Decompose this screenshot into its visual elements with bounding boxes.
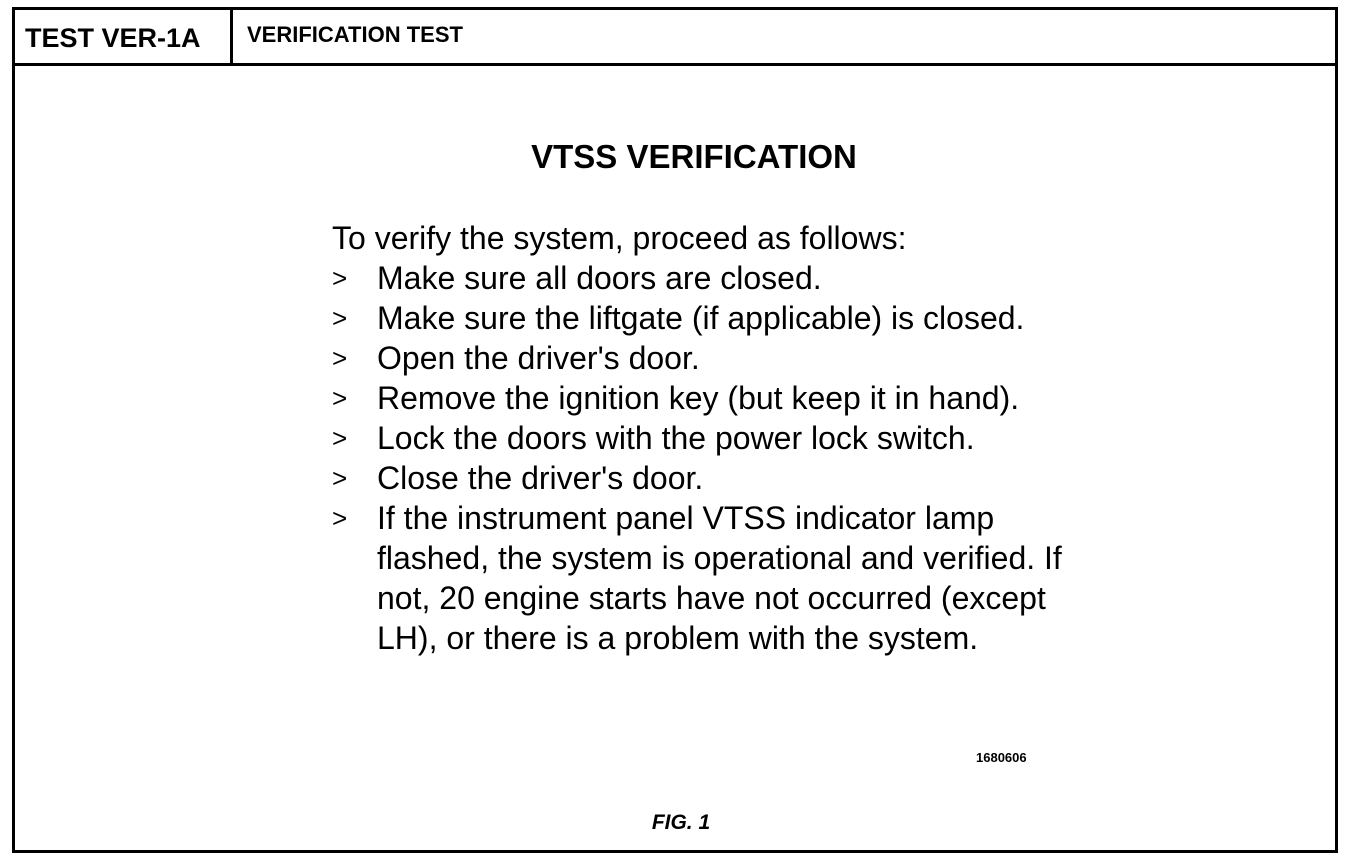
step-text: Open the driver's door. bbox=[377, 340, 700, 376]
procedure-step bbox=[332, 338, 1092, 378]
bullet-marker: > bbox=[332, 423, 348, 453]
bullet-marker: > bbox=[332, 503, 348, 533]
step-text: Close the driver's door. bbox=[377, 460, 704, 496]
figure-caption: FIG. 1 bbox=[651, 811, 711, 834]
procedure-step bbox=[332, 258, 1092, 298]
step-text: Make sure all doors are closed. bbox=[377, 260, 822, 296]
step-text: Remove the ignition key (but keep it in hand). bbox=[377, 380, 1020, 416]
figure-title: VTSS VERIFICATION bbox=[531, 138, 857, 175]
bullet-marker: > bbox=[332, 263, 348, 293]
bullet-marker: > bbox=[332, 463, 348, 493]
procedure-intro: To verify the system, proceed as follows: bbox=[332, 220, 907, 256]
bullet-marker: > bbox=[332, 303, 348, 333]
procedure-step bbox=[332, 298, 1092, 338]
procedure-step bbox=[332, 378, 1092, 418]
procedure-step bbox=[332, 498, 1092, 658]
procedure-step bbox=[332, 418, 1092, 458]
test-id: TEST VER-1A bbox=[15, 10, 233, 63]
step-text: Lock the doors with the power lock switch. bbox=[377, 420, 975, 456]
bullet-marker: > bbox=[332, 383, 348, 413]
bullet-marker: > bbox=[332, 343, 348, 373]
test-header bbox=[15, 10, 1335, 66]
step-text: If the instrument panel VTSS indicator lamp flashed, the system is operational and verified. If not, 20 engine starts have not occurred (except LH), or there is a problem with the system. bbox=[377, 500, 1062, 656]
procedure-content bbox=[332, 218, 1092, 658]
procedure-step bbox=[332, 458, 1092, 498]
step-text: Make sure the liftgate (if applicable) is closed. bbox=[377, 300, 1025, 336]
test-name: VERIFICATION TEST bbox=[247, 22, 463, 47]
figure-reference-number: 1680606 bbox=[976, 750, 1027, 765]
